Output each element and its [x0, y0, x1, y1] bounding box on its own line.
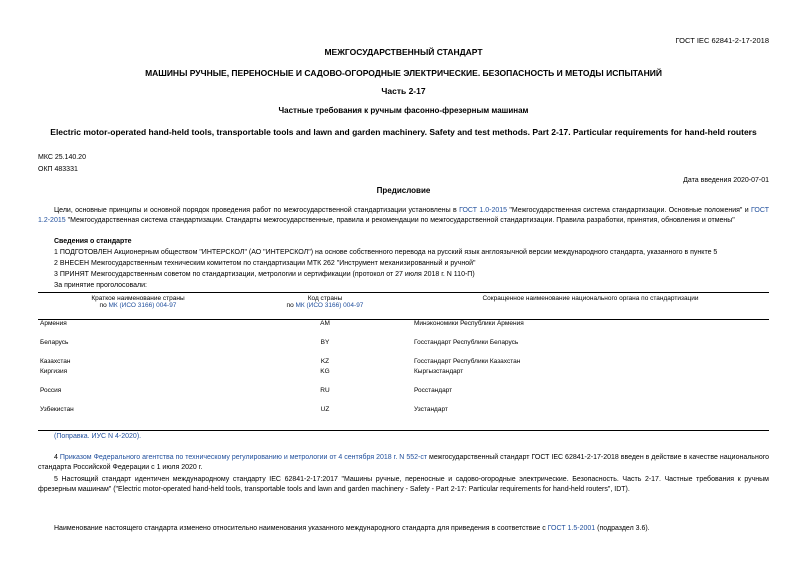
country-cell: Казахстан	[40, 358, 71, 365]
voting-states-table	[38, 292, 769, 431]
body-cell: Росстандарт	[414, 387, 453, 394]
country-cell: Армения	[40, 320, 67, 327]
item-4-text: межгосударственный стандарт ГОСТ IEC 62841-2-17-2018 введен в действие в качестве национального стандарта Российской Федерации с 1 июля 2020 г.	[38, 454, 770, 471]
preface-heading: Предисловие	[376, 186, 431, 195]
link-gost-1-5[interactable]: ГОСТ 1.5-2001	[547, 525, 596, 532]
code-cell: KG	[320, 368, 330, 375]
column-header-code	[238, 293, 412, 320]
code-cell: AM	[320, 320, 330, 327]
country-cell: Беларусь	[40, 339, 69, 346]
okp-code: ОКП 483331	[38, 166, 78, 173]
preface-paragraph-1	[38, 206, 769, 226]
item-4	[38, 453, 769, 473]
column-header-body: Сокращенное наименование национального органа по стандартизации	[412, 293, 769, 320]
title-en: Electric motor-operated hand-held tools, transportable tools and lawn and garden machinery. Safety and test methods. Part 2-17. Particular requirements for hand-held routers	[50, 127, 757, 137]
code-cell: KZ	[320, 358, 330, 365]
code-cell: BY	[320, 339, 330, 346]
part-heading: Часть 2-17	[381, 86, 426, 96]
table-row	[38, 387, 769, 406]
country-cell: Узбекистан	[38, 406, 238, 431]
about-standard-heading: Сведения о стандарте	[54, 238, 132, 245]
table-row	[38, 368, 769, 387]
item-4-number: 4	[54, 454, 60, 461]
link-mk-iso-3166[interactable]: МК (ИСО 3166) 004-97	[295, 302, 364, 309]
intro-date: Дата введения 2020-07-01	[683, 177, 769, 184]
preface-text: "Межгосударственная система стандартизации. Основные положения" и	[507, 207, 752, 214]
table-row	[38, 358, 769, 368]
country-cell: Киргизия	[40, 368, 68, 375]
standard-type-heading: МЕЖГОСУДАРСТВЕННЫЙ СТАНДАРТ	[324, 47, 483, 57]
title-ru: МАШИНЫ РУЧНЫЕ, ПЕРЕНОСНЫЕ И САДОВО-ОГОРОДНЫЕ ЭЛЕКТРИЧЕСКИЕ. БЕЗОПАСНОСТЬ И МЕТОДЫ ИСПЫТАНИЙ	[145, 68, 662, 78]
link-order-552[interactable]: Приказом Федерального агентства по техническому регулированию и метрологии от 4 сентября 2018 г. N 552-ст	[59, 454, 428, 461]
header-text	[240, 302, 410, 309]
table-row	[38, 339, 769, 358]
item-2: 2 ВНЕСЕН Межгосударственным техническим комитетом по стандартизации МТК 262 "Инструмент механизированный и ручной"	[54, 260, 476, 267]
body-cell: Кыргызстандарт	[414, 368, 464, 375]
item-5: 5 Настоящий стандарт идентичен международному стандарту IEC 62841-2-17:2017 "Машины ручные, переносные и садово-огородные электрические. Безопасность. Часть 2-17. Частные требования к ручным фрезерным машинам" ("Electric motor-operated hand-held tools, transportable tools and lawn and garden machinery - Safety - Part 2-17: Particular requirements for hand-held routers", IDT).	[38, 476, 769, 493]
link-gost-1-2[interactable]: ГОСТ 1.2-2015	[38, 207, 769, 224]
footer-note-text: (подраздел 3.6).	[595, 525, 650, 532]
header-text	[40, 302, 236, 309]
link-mk-iso-3166[interactable]: МК (ИСО 3166) 004-97	[108, 302, 177, 309]
header-prefix: по	[286, 302, 296, 309]
column-header-country	[38, 293, 238, 320]
country-cell: Россия	[40, 387, 62, 394]
table-row	[38, 406, 769, 431]
preface-text: "Межгосударственная система стандартизации. Стандарты межгосударственные, правила и рекомендации по межгосударственной стандартизации. Правила разработки, принятия, обновления и отмены"	[65, 217, 735, 224]
header-text: Код страны	[307, 295, 343, 302]
item-1: 1 ПОДГОТОВЛЕН Акционерным обществом "ИНТЕРСКОЛ" (АО "ИНТЕРСКОЛ") на основе собственного перевода на русский язык англоязычной версии международного стандарта, указанного в пункте 5	[54, 249, 718, 256]
voted-label: За принятие проголосовали:	[54, 282, 147, 289]
amendment-link[interactable]: (Поправка. ИУС N 4-2020).	[54, 433, 142, 440]
body-cell: Госстандарт Республики Беларусь	[414, 339, 519, 346]
footer-note	[38, 524, 769, 534]
table-row	[38, 320, 769, 340]
footer-note-text: Наименование настоящего стандарта изменено относительно наименования указанного международного стандарта для приведения в соответствие с	[54, 525, 548, 532]
item-3: 3 ПРИНЯТ Межгосударственным советом по стандартизации, метрологии и сертификации (протокол от 27 июля 2018 г. N 110-П)	[54, 271, 475, 278]
header-text: Краткое наименование страны	[91, 295, 185, 302]
mks-code: МКС 25.140.20	[38, 154, 86, 161]
body-cell: Минэкономики Республики Армения	[414, 320, 524, 327]
code-cell: RU	[320, 387, 330, 394]
body-cell: Узстандарт	[412, 406, 769, 431]
header-prefix: по	[99, 302, 109, 309]
body-cell: Госстандарт Республики Казахстан	[414, 358, 521, 365]
document-code: ГОСТ IEC 62841-2-17-2018	[675, 36, 769, 45]
code-cell: UZ	[238, 406, 412, 431]
preface-text: Цели, основные принципы и основной порядок проведения работ по межгосударственной стандартизации установлены в	[54, 207, 460, 214]
link-gost-1-0[interactable]: ГОСТ 1.0-2015	[459, 207, 508, 214]
subtitle-ru: Частные требования к ручным фасонно-фрезерным машинам	[278, 106, 529, 115]
